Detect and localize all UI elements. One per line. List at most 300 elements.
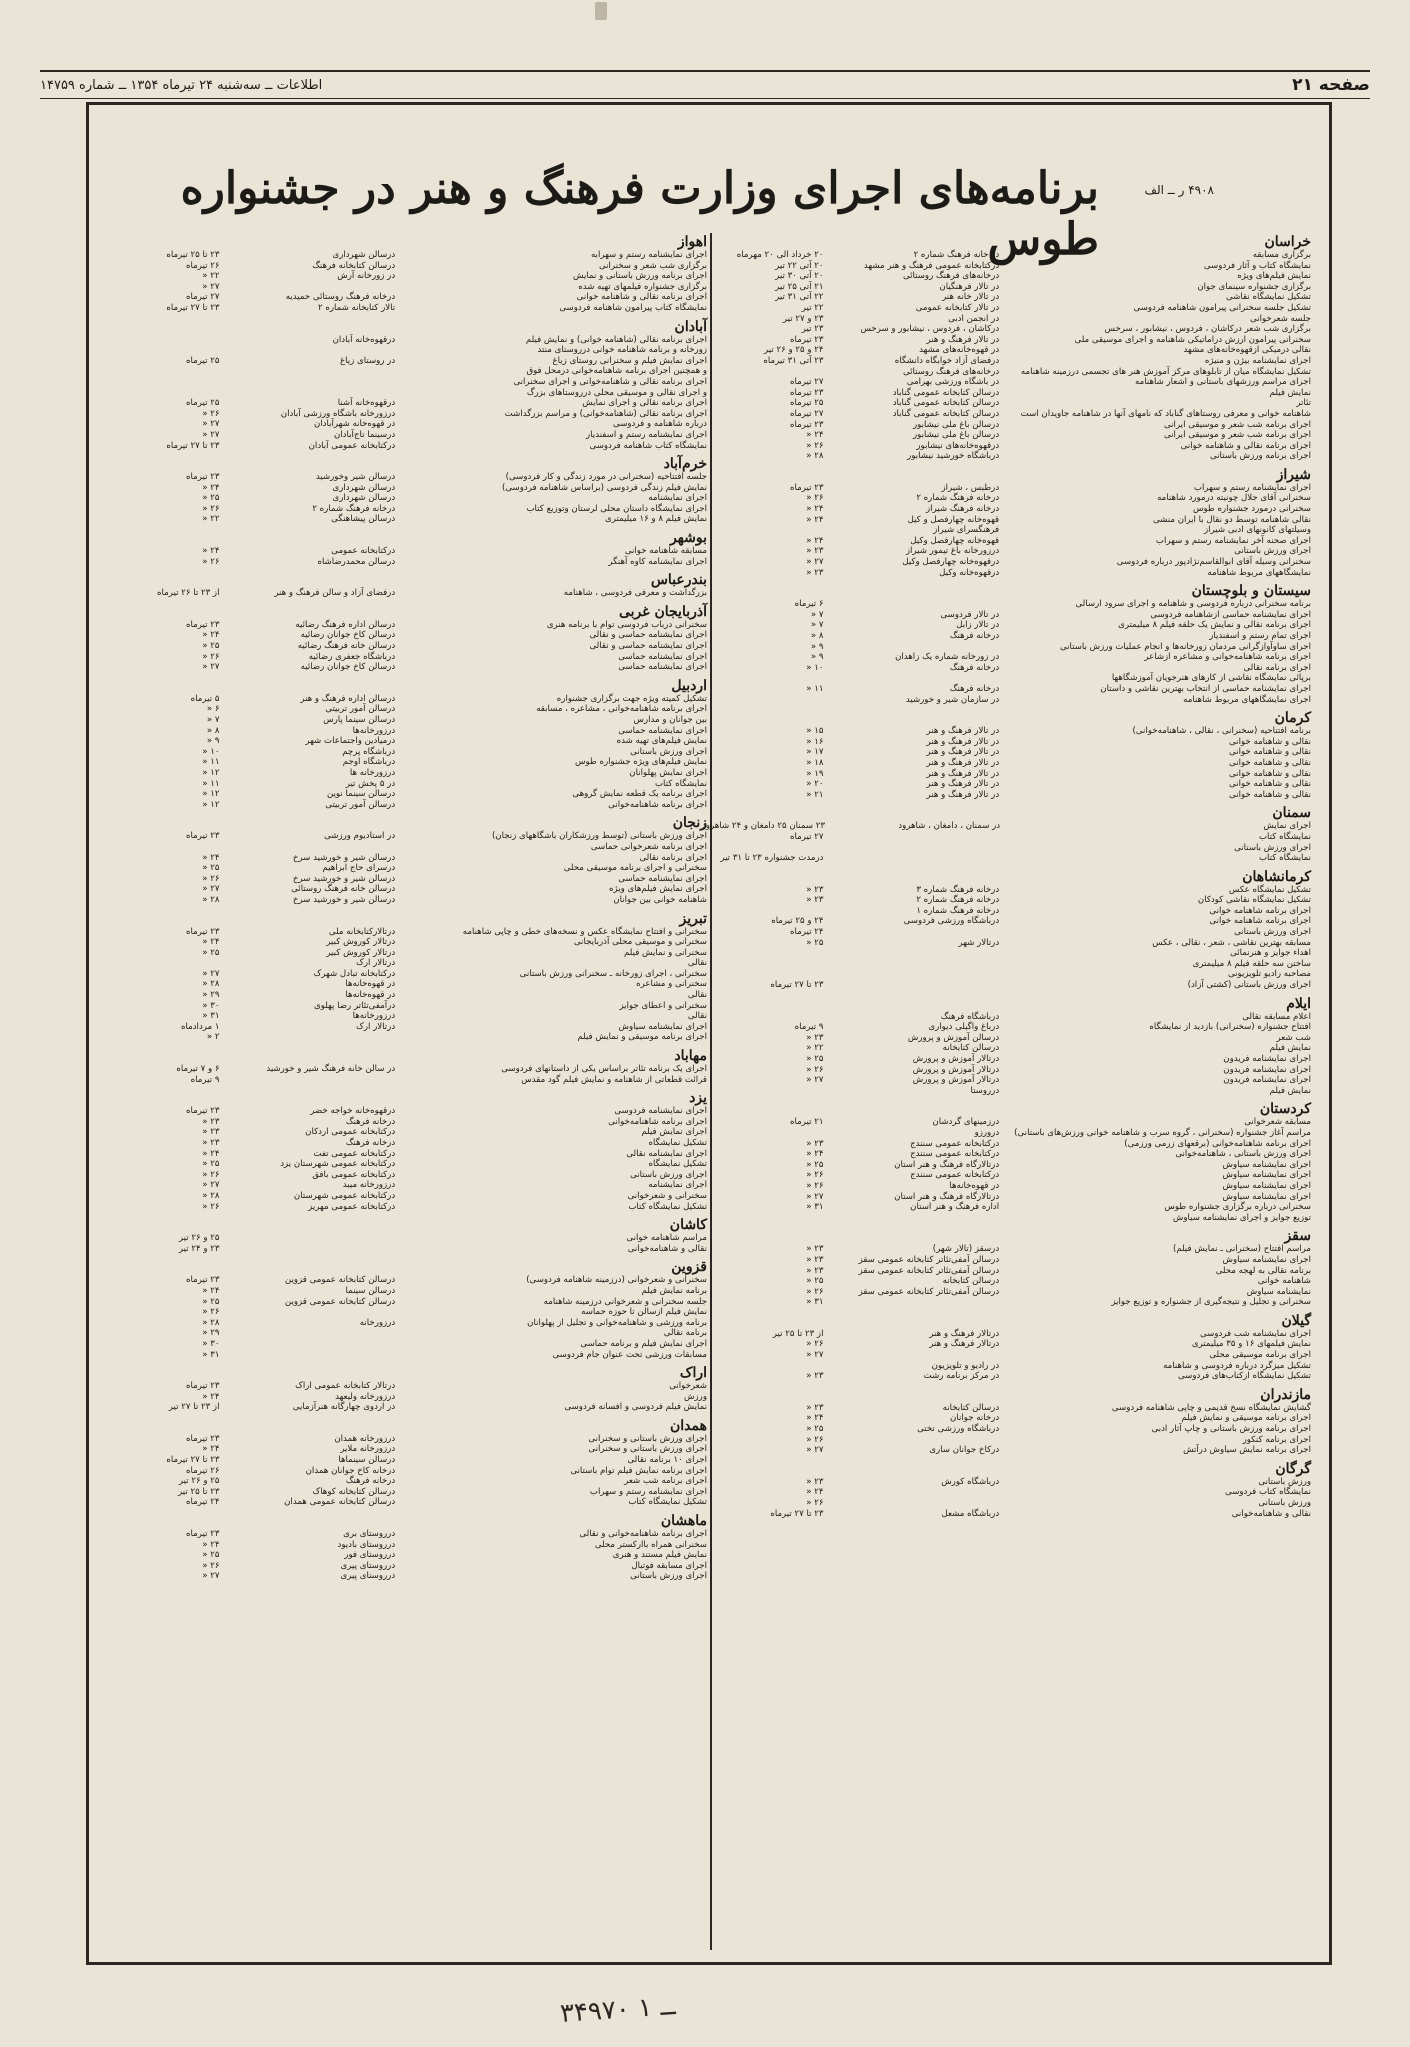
program-row bbox=[107, 345, 707, 356]
program-event: سخنرانی ، اجرای زورخانه ـ سخنرانی ورزش باستانی bbox=[519, 968, 707, 979]
program-venue: درروستای پیری bbox=[340, 1560, 396, 1571]
program-date: ۲۳ و ۲۴ تیر bbox=[178, 1243, 220, 1254]
program-section bbox=[711, 467, 1311, 578]
program-date: ۲۷ « bbox=[202, 968, 220, 979]
program-row bbox=[711, 1149, 1311, 1160]
program-row bbox=[711, 673, 1311, 684]
city-heading: آذربایجان غربی bbox=[618, 603, 707, 620]
program-row bbox=[107, 726, 707, 737]
program-row bbox=[107, 250, 707, 261]
program-date: ۲۵ تیرماه bbox=[186, 355, 220, 366]
program-date: ۷ « bbox=[810, 620, 824, 631]
program-event: نقالی bbox=[687, 990, 707, 1001]
program-event: زورخانه و برنامه شاهنامه خوانی درروستای منتد bbox=[537, 345, 707, 356]
program-venue bbox=[827, 1435, 1003, 1446]
program-event: اجرای برنامه شعرخوانی حماسی bbox=[590, 841, 707, 852]
program-row bbox=[711, 969, 1311, 980]
program-row bbox=[107, 884, 707, 895]
program-section bbox=[711, 1387, 1311, 1456]
program-section bbox=[107, 1090, 707, 1212]
program-venue: درسالن کتابخانه عمومی همدان bbox=[284, 1497, 396, 1508]
program-date: ۲۵ تیرماه bbox=[790, 398, 824, 409]
program-venue: درسالن کاخ جوانان رضائیه bbox=[300, 630, 396, 641]
program-row bbox=[107, 800, 707, 811]
program-venue: درباشگاه مشعل bbox=[941, 1508, 1000, 1519]
program-row bbox=[711, 388, 1311, 399]
program-row bbox=[711, 1244, 1311, 1255]
program-date: ۲۳ « bbox=[806, 1265, 824, 1276]
program-event: سخنرانی و موسیقی محلی آذربایجانی bbox=[573, 937, 707, 948]
program-row bbox=[711, 1435, 1311, 1446]
program-event: اجرای نمایشنامه شب فردوسی bbox=[1199, 1328, 1311, 1339]
program-venue: درسالن کاخ جوانان رضائیه bbox=[300, 662, 396, 673]
program-row bbox=[711, 916, 1311, 927]
program-venue: درتالار آموزش و پرورش bbox=[912, 1054, 1000, 1064]
program-row bbox=[107, 979, 707, 990]
program-event: تشکیل نمایشگاه نقاشی کودکان bbox=[1197, 895, 1311, 906]
program-venue: درسالن کتابخانه عمومی گناباد bbox=[892, 408, 1000, 419]
program-date: ۲۳ تیرماه bbox=[790, 419, 824, 430]
program-date: ۲۳ تیرماه bbox=[790, 334, 824, 345]
program-row bbox=[107, 1032, 707, 1043]
program-row bbox=[711, 747, 1311, 758]
city-heading: گیلان bbox=[1281, 1312, 1311, 1329]
program-venue: درباشگاه فرهنگ bbox=[940, 1011, 1000, 1022]
program-date bbox=[107, 388, 223, 399]
city-heading: مهاباد bbox=[674, 1048, 707, 1065]
program-row bbox=[107, 1307, 707, 1318]
program-venue bbox=[223, 1307, 399, 1318]
program-venue: درفضای آزاد و سالن فرهنگ و هنر bbox=[274, 588, 396, 599]
program-date bbox=[711, 969, 827, 980]
program-event: نمایش فیلم ازسالن تا حوزه حماسه bbox=[581, 1307, 707, 1318]
program-venue: درباشگاه ورزشی فردوسی bbox=[903, 916, 1000, 927]
program-event: اجرای برنامه شاهنامه‌خوانی و مشاعره ازشاعر bbox=[1144, 652, 1311, 663]
program-event: نمایش فیلم‌های ویژه bbox=[1237, 271, 1311, 282]
program-row bbox=[711, 1213, 1311, 1224]
program-section bbox=[711, 710, 1311, 800]
program-date: ۲۳ « bbox=[806, 1254, 824, 1265]
program-row bbox=[107, 271, 707, 282]
program-venue: درتالار شهر bbox=[958, 937, 1000, 948]
program-row bbox=[711, 1065, 1311, 1076]
program-event: اجرای نمایشنامه سیاوش bbox=[1222, 1159, 1311, 1170]
program-row bbox=[711, 536, 1311, 547]
program-venue: درخانه فرهنگ bbox=[949, 683, 1000, 694]
program-row bbox=[107, 1075, 707, 1086]
program-venue: درخانه فرهنگ شماره ۲ bbox=[916, 895, 1000, 906]
program-venue: درکتابخانه عمومی سنندج bbox=[910, 1138, 1000, 1149]
program-event: اجرای نمایشنامه بیژن و منیژه bbox=[1204, 355, 1311, 366]
program-date: ۲۵ « bbox=[806, 1054, 824, 1064]
program-venue: درسالن کتابخانه عمومی گناباد bbox=[892, 398, 1000, 409]
program-event: اجرای نمایش فیلم bbox=[641, 1127, 707, 1138]
program-row bbox=[711, 895, 1311, 906]
program-venue: درباشگاه خورشید نیشابور bbox=[907, 451, 1000, 462]
program-date: ۲۴ « bbox=[806, 535, 824, 546]
program-date: ۲۵ تیرماه bbox=[186, 398, 220, 409]
program-venue: درروستای پیری bbox=[340, 1571, 396, 1582]
program-row bbox=[107, 1350, 707, 1361]
program-event: اجرای برنامه نقالی و نمایش یک حلقه فیلم ۸ میلیمتری bbox=[1118, 620, 1311, 631]
program-section bbox=[711, 869, 1311, 991]
program-date: ۲۶ « bbox=[202, 1201, 220, 1212]
program-date: ۲۳ « bbox=[806, 884, 824, 895]
program-date: ۲۳ و ۲۷ تیر bbox=[782, 313, 824, 324]
program-event: نقالی و شاهنامه خوانی bbox=[1229, 789, 1311, 800]
program-venue: درسالن شهرداری bbox=[332, 250, 396, 260]
program-event: اجرای نمایشنامه سیاوش bbox=[1222, 1191, 1311, 1202]
program-date: ۲۴ تیرماه bbox=[186, 1497, 220, 1508]
program-date: ۲۴ و ۲۵ تیرماه bbox=[771, 916, 824, 927]
program-section bbox=[711, 1228, 1311, 1308]
program-date: ۲۳ تیرماه bbox=[186, 619, 220, 630]
program-venue: درکتابخانه عمومی فرهنگ و هنر مشهد bbox=[863, 260, 1000, 271]
program-event: اجرای برنامه نقالی bbox=[1243, 662, 1311, 673]
program-date: ۲۴ « bbox=[202, 852, 220, 863]
program-event: مسابقه شاهنامه خوانی bbox=[624, 546, 707, 557]
program-row bbox=[107, 366, 707, 377]
city-heading: بوشهر bbox=[669, 530, 707, 547]
program-row bbox=[711, 409, 1311, 420]
program-date: ۲۳ « bbox=[806, 895, 824, 906]
program-date: ۲۰ خرداد الی ۲۰ مهرماه bbox=[736, 250, 824, 260]
program-venue bbox=[223, 1075, 399, 1086]
city-heading: همدان bbox=[670, 1417, 707, 1434]
program-event: نمایشگاه کتاب bbox=[654, 778, 707, 789]
program-event: اجرای برنامه شب شعر و موسیقی ایرانی bbox=[1164, 419, 1311, 430]
program-venue bbox=[827, 642, 1003, 653]
program-row bbox=[107, 958, 707, 969]
program-venue: در تالار فرهنگ و هنر bbox=[926, 726, 1000, 737]
program-event: اجرای نمایشنامه نقالی bbox=[626, 1148, 707, 1159]
program-venue bbox=[223, 1244, 399, 1255]
program-row bbox=[107, 747, 707, 758]
program-event: اجرای برنامه نمایش سیاوش درآتش bbox=[1183, 1445, 1311, 1456]
program-event: نمایشگاه کتاب bbox=[1258, 831, 1311, 842]
program-date: ۲۴ « bbox=[202, 546, 220, 557]
program-row bbox=[711, 843, 1311, 854]
program-venue bbox=[223, 1339, 399, 1350]
program-date: ۳۱ « bbox=[806, 1297, 824, 1308]
program-date: ۲۵ و ۲۶ تیر bbox=[178, 1233, 220, 1244]
program-date: ۲۲ تیر bbox=[801, 302, 824, 313]
program-event: اجرای نمایشنامه رستم و اسفندیار bbox=[586, 429, 707, 440]
program-event: نمایشگاه کتاب شاهنامه فردوسی bbox=[589, 440, 707, 451]
program-venue: درقهوه‌خانه‌های نیشابور bbox=[916, 440, 1000, 451]
program-event: برنامه ورزشی و شاهنامه‌خوانی و تجلیل از پهلوانان bbox=[527, 1317, 707, 1328]
program-date: ۹ « bbox=[206, 736, 220, 747]
program-event: اجرای برنامه ورزش باستانی و چاپ آثار ادبی bbox=[1151, 1424, 1311, 1435]
city-heading: ایلام bbox=[1286, 995, 1311, 1012]
program-date: ۲۷ « bbox=[202, 281, 220, 292]
program-date bbox=[711, 695, 827, 706]
program-venue: درآمفی‌تئاتر رضا پهلوی bbox=[314, 1000, 396, 1011]
program-venue: درتالار فرهنگ و هنر bbox=[929, 1339, 1000, 1350]
program-venue bbox=[223, 1328, 399, 1339]
program-date: ۲۴ « bbox=[202, 1148, 220, 1159]
program-date: از ۲۳ تا ۲۵ تیر bbox=[772, 1328, 824, 1339]
program-event: اجرای برنامه ورزش باستانی bbox=[1209, 451, 1311, 462]
program-venue: درسالن شهرداری bbox=[332, 482, 396, 493]
program-date: ۲۴ « bbox=[806, 1149, 824, 1160]
film-hole-mark bbox=[595, 2, 607, 20]
program-event: اجرای نمایشگاههای مربوط شاهنامه bbox=[1183, 694, 1311, 705]
program-date: ۶ تیرماه bbox=[794, 599, 824, 610]
program-date: ۲۶ « bbox=[806, 1064, 824, 1075]
program-venue: درخانه فرهنگ bbox=[345, 1138, 396, 1148]
program-venue: درتالار فرهنگ و هنر bbox=[929, 1328, 1000, 1339]
program-date: ۲۳ تا ۲۵ تیرماه bbox=[166, 250, 220, 260]
program-event: شب شعر bbox=[1276, 1032, 1311, 1043]
program-date: ۲۸ « bbox=[806, 451, 824, 462]
program-row bbox=[107, 1127, 707, 1138]
program-date: ۲۳ تیرماه bbox=[790, 387, 824, 398]
program-event: اجرای برنامه نقالی (شاهنامه‌خوانی) و مراسم بزرگداشت bbox=[504, 408, 707, 419]
program-row bbox=[711, 737, 1311, 748]
program-date: ۲۷ « bbox=[806, 1191, 824, 1202]
program-event: تشکیل میزگرد درباره فردوسی و شاهنامه bbox=[1163, 1360, 1311, 1371]
program-row bbox=[107, 704, 707, 715]
program-row bbox=[711, 642, 1311, 653]
program-venue: درقهوه‌خانه چهارفصل وکیل bbox=[902, 557, 1000, 568]
program-row bbox=[107, 768, 707, 779]
program-venue: درسالن آمفی‌تئاتر کتابخانه عمومی سقز bbox=[858, 1265, 1000, 1276]
program-date: ۲۵ « bbox=[806, 1424, 824, 1435]
program-venue: در قهوه‌خانه شهرآبادان bbox=[313, 419, 396, 430]
program-row bbox=[107, 1571, 707, 1582]
program-venue bbox=[827, 853, 1003, 864]
program-venue bbox=[827, 959, 1003, 970]
program-event: نمایشگاه کتاب پیرامون شاهنامه فردوسی bbox=[559, 302, 707, 313]
program-date: ۲۴ « bbox=[202, 1285, 220, 1296]
program-row bbox=[711, 906, 1311, 917]
program-event: شعرخوانی bbox=[669, 1381, 707, 1392]
program-row bbox=[711, 250, 1311, 261]
program-row bbox=[711, 684, 1311, 695]
program-row bbox=[107, 1497, 707, 1508]
program-date: ۲۴ « bbox=[806, 504, 824, 515]
program-row bbox=[711, 398, 1311, 409]
program-venue: درسالن آمور تربیتی bbox=[325, 799, 396, 810]
program-row bbox=[107, 757, 707, 768]
program-event: اجرای برنامه نقالی و شاهنامه‌خوانی و اجرای سخنرانی bbox=[513, 376, 707, 387]
program-date: ۲۴ « bbox=[806, 1487, 824, 1498]
program-section bbox=[711, 1461, 1311, 1519]
program-venue: در تالار فرهنگ و هنر bbox=[926, 334, 1000, 345]
program-event: برنامه سخنرانی درباره فردوسی و شاهنامه و اجرای سرود ارسالی bbox=[1075, 599, 1311, 610]
program-date: ۳۰ « bbox=[202, 1338, 220, 1349]
program-venue: درزورخانه‌ها bbox=[352, 725, 396, 736]
program-date: ۲۴ « bbox=[806, 514, 824, 525]
program-venue: درخانه فرهنگ شماره ۱ bbox=[916, 905, 1000, 916]
city-heading: سیستان و بلوچستان bbox=[1191, 583, 1311, 600]
program-event: سخنرانی درباره برگزاری جشنواره طوس bbox=[1164, 1202, 1311, 1213]
program-row bbox=[711, 726, 1311, 737]
city-heading: کرمانشاهان bbox=[1242, 868, 1311, 885]
program-row bbox=[711, 1202, 1311, 1213]
program-date: ۲۳ تیرماه bbox=[186, 1106, 220, 1117]
program-section bbox=[107, 604, 707, 673]
program-event: اجرای تمام رستم و اسفندیار bbox=[1209, 631, 1311, 641]
program-event: اجرای برنامه شاهنامه‌خوانی bbox=[608, 799, 707, 810]
program-date: ۲۴ « bbox=[202, 482, 220, 493]
program-venue: درزورخانه ملایر bbox=[340, 1444, 396, 1455]
program-venue: در تالار فرهنگ و هنر bbox=[926, 779, 1000, 790]
program-section bbox=[107, 1365, 707, 1413]
program-row bbox=[107, 1444, 707, 1455]
program-event: اجرای برنامه نقالی و شاهنامه خوانی bbox=[1180, 440, 1311, 451]
program-event: اجرای ورزش باستانی و سخنرانی bbox=[588, 1444, 707, 1455]
program-row bbox=[711, 1192, 1311, 1203]
program-date: ۲۳ « bbox=[202, 1127, 220, 1138]
program-venue: درسالن شیر و خورشید سرخ bbox=[292, 852, 396, 863]
program-row bbox=[107, 1318, 707, 1329]
program-venue: درورزو bbox=[974, 1127, 1000, 1138]
program-row bbox=[107, 874, 707, 885]
program-date: ۲۵ « bbox=[806, 937, 824, 948]
program-venue: درکتابخانه تبادل شهرک bbox=[313, 968, 396, 979]
program-row bbox=[711, 980, 1311, 991]
program-venue: در رادیو و تلویزیون bbox=[931, 1360, 1000, 1371]
program-venue: درطبس ، شیراز bbox=[941, 482, 1000, 493]
program-row bbox=[107, 1466, 707, 1477]
program-event: اجرای نمایشنامه سیاوش bbox=[1222, 1254, 1311, 1265]
program-row bbox=[107, 588, 707, 599]
program-venue: درکتابخانه عمومی شهرستان یزد bbox=[280, 1159, 396, 1170]
program-row bbox=[107, 1011, 707, 1022]
program-event: اجرای نمایشنامه فردوسی bbox=[614, 1106, 707, 1117]
program-event: اجرای نمایشنامه حماسی و نقالی bbox=[589, 630, 707, 641]
program-date: ۲۷ « bbox=[806, 557, 824, 568]
program-date: ۱۰ « bbox=[202, 746, 220, 757]
program-venue: درسالن کتابخانه عمومی قزوین bbox=[284, 1275, 396, 1286]
program-date: ۲۶ « bbox=[806, 1180, 824, 1191]
program-venue bbox=[223, 1350, 399, 1361]
program-event: سخنرانی همراه باارکستر محلی bbox=[594, 1539, 707, 1550]
program-date: ۹ « bbox=[810, 652, 824, 663]
program-event: ورزش باستانی bbox=[1258, 1498, 1311, 1508]
program-event: مراسم آغاز جشنواره (سخنرانی ، گروه سرب و شاهنامه خوانی ورزش‌های باستانی) bbox=[1014, 1127, 1311, 1138]
program-date: ۳۱ « bbox=[202, 1349, 220, 1360]
program-venue bbox=[827, 969, 1003, 980]
program-section bbox=[711, 234, 1311, 462]
program-date: ۲۴ « bbox=[202, 1391, 220, 1402]
program-event: نقالی و شاهنامه‌خوانی bbox=[1231, 1508, 1311, 1519]
program-venue: درسالن کتابخانه عمومی گناباد bbox=[892, 387, 1000, 398]
program-date: ۲۰ « bbox=[806, 779, 824, 790]
program-venue: در تالار فرهنگ و هنر bbox=[926, 747, 1000, 758]
program-event: سخنرانی وسیله آقای ابوالقاسم‌نژادپور درباره فردوسی bbox=[1116, 557, 1311, 568]
program-date: ۱۱ « bbox=[202, 778, 220, 789]
program-date: ۲۳ سمنان ۲۵ دامغان و ۲۴ شاهرود bbox=[702, 821, 825, 832]
program-date: ۲۵ « bbox=[202, 641, 220, 652]
program-venue: درسالن کتابخانه bbox=[942, 1276, 1000, 1287]
program-row bbox=[711, 938, 1311, 949]
program-venue bbox=[223, 377, 399, 388]
program-event: شاهنامه خوانی و معرفی روستاهای گناباد که نامهای آنها در شاهنامه جاویدان است bbox=[1020, 408, 1311, 419]
program-date: ۲۷ « bbox=[202, 419, 220, 430]
program-date: ۲۳ « bbox=[806, 1244, 824, 1255]
right-column bbox=[702, 233, 1311, 1942]
city-heading: قزوین bbox=[671, 1259, 707, 1276]
program-venue bbox=[827, 1213, 1003, 1224]
program-date: ۳۱ « bbox=[202, 1011, 220, 1022]
program-event: تشکیل نمایشگاه bbox=[648, 1159, 707, 1170]
program-event: اجرای نمایشنامه حماسی bbox=[618, 662, 707, 673]
program-row bbox=[107, 514, 707, 525]
program-row bbox=[711, 335, 1311, 346]
program-date: ۲۶ « bbox=[806, 1339, 824, 1350]
program-row bbox=[107, 927, 707, 938]
program-venue: درمیادین واجتماعات شهر bbox=[305, 736, 396, 747]
city-heading: ماهشان bbox=[660, 1513, 707, 1530]
program-event: اجرای نمایشگاه داستان محلی لرستان وتوزیع کتاب bbox=[526, 503, 707, 514]
program-date: ۲۱ تیرماه bbox=[790, 1117, 824, 1128]
program-row bbox=[107, 842, 707, 853]
program-date: ۱۲ « bbox=[202, 789, 220, 800]
program-section bbox=[107, 456, 707, 525]
program-date: ۲۷ تیرماه bbox=[186, 292, 220, 303]
program-row bbox=[711, 1170, 1311, 1181]
program-venue: در زورخانه شماره یک زاهدان bbox=[895, 652, 1000, 663]
program-row bbox=[107, 1149, 707, 1160]
program-venue: درخانه فرهنگ روستائی حمیدیه bbox=[285, 292, 396, 303]
program-row bbox=[711, 483, 1311, 494]
program-row bbox=[711, 885, 1311, 896]
program-row bbox=[107, 948, 707, 959]
program-event: سخنرانی و شعرخوانی bbox=[627, 1190, 707, 1201]
program-event: اجرای نمایشنامه فریدون bbox=[1223, 1075, 1311, 1086]
program-date: ۲۷ « bbox=[806, 1350, 824, 1361]
program-venue: درخانه فرهنگ bbox=[949, 631, 1000, 641]
program-venue: درتالار کوروش کبیر bbox=[326, 947, 396, 958]
program-date: ۲۷ « bbox=[202, 1571, 220, 1582]
program-date: ۲۳ تیرماه bbox=[790, 482, 824, 493]
program-event: اجرای ورزش باستانی bbox=[1234, 842, 1311, 853]
program-row bbox=[107, 937, 707, 948]
program-venue: درزورخانه همدان bbox=[334, 1433, 396, 1444]
program-row bbox=[107, 1328, 707, 1339]
program-venue: درسالن شیر و خورشید سرخ bbox=[292, 873, 396, 884]
program-venue: درسالن آمفی‌تئاتر کتابخانه عمومی سقز bbox=[858, 1286, 1000, 1297]
program-date: ۲۳ تیرماه bbox=[186, 831, 220, 842]
program-venue: درسالن آمور تربیتی bbox=[325, 704, 396, 715]
program-date: ۲۳ « bbox=[806, 567, 824, 578]
program-event: مراسم شاهنامه خوانی bbox=[626, 1233, 707, 1244]
program-venue: درسالن باغ ملی نیشابور bbox=[913, 419, 1000, 430]
program-row bbox=[711, 282, 1311, 293]
program-row bbox=[107, 1106, 707, 1117]
city-heading: گرگان bbox=[1275, 1460, 1311, 1477]
program-venue: درسالن کتابخانه bbox=[942, 1043, 1000, 1054]
program-venue: درسالن سینما پارس bbox=[323, 715, 396, 725]
program-date bbox=[711, 525, 827, 536]
city-heading: اراک bbox=[679, 1365, 707, 1382]
program-event: سخنرانی آقای جلال چونیته درمورد شاهنامه bbox=[1157, 493, 1311, 504]
program-venue: در تالار کتابخانه عمومی bbox=[915, 302, 1000, 313]
program-venue: درسالن اداره فرهنگ و هنر bbox=[300, 693, 396, 704]
program-section bbox=[107, 678, 707, 811]
program-row bbox=[107, 1402, 707, 1413]
program-venue: درزمینهای گردشان bbox=[932, 1117, 1000, 1128]
program-row bbox=[711, 367, 1311, 378]
program-date: ۲۹ « bbox=[202, 1328, 220, 1339]
program-venue bbox=[827, 843, 1003, 854]
program-date: ۲۳ « bbox=[806, 546, 824, 557]
program-row bbox=[711, 1043, 1311, 1054]
program-event: برنامه نقالی به لهجه محلی bbox=[1215, 1265, 1311, 1276]
